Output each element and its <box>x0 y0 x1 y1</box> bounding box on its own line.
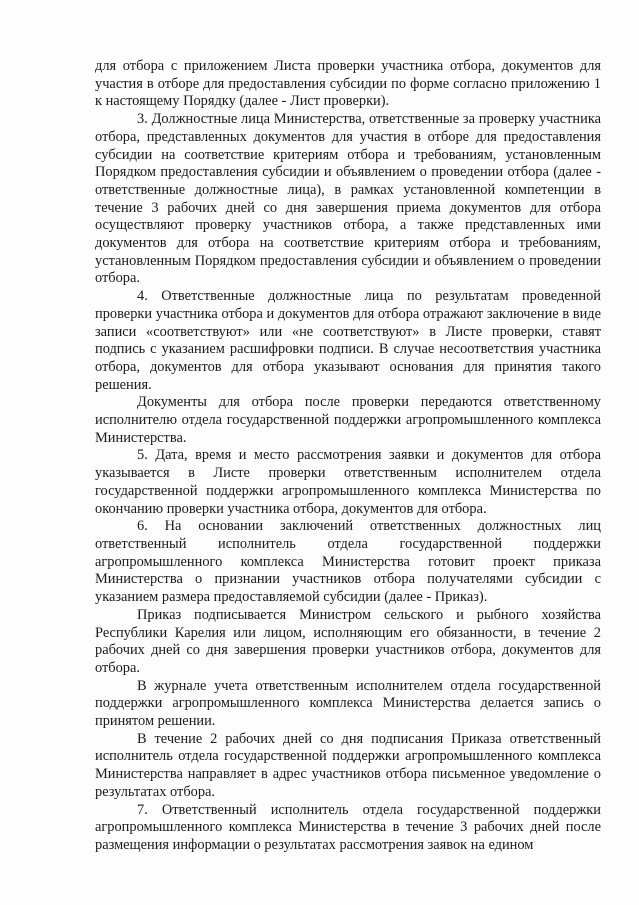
paragraph-item-3: 3. Должностные лица Министерства, ответственные за проверку участника отбора, представленных документов для участия в отборе для предоставления субсидии на соответствие критериям отбора и требованиям, установленным Порядком предоставления субсидии и объявлением о проведении отбора (далее - ответственные должностные лица), в рамках установленной компетенции в течение 3 рабочих дней со дня завершения приема документов для отбора осуществляют проверку участников отбора, а также представленных ими документов для отбора на соответствие критериям отбора и требованиям, установленным Порядком предоставления субсидии и объявлением о проведении отбора. <box>95 111 601 287</box>
paragraph-item-4: 4. Ответственные должностные лица по результатам проведенной проверки участника отбора и документов для отбора отражают заключение в виде записи «соответствуют» или «не соответствуют» в Листе проверки, ставят подпись с указанием расшифровки подписи. В случае несоответствия участника отбора, документов для отбора указывают основания для принятия такого решения. <box>95 288 601 393</box>
document-body <box>95 58 601 855</box>
paragraph-notification: В течение 2 рабочих дней со дня подписания Приказа ответственный исполнитель отдела государственной поддержки агропромышленного комплекса Министерства направляет в адрес участников отбора письменное уведомление о результатах отбора. <box>95 730 601 800</box>
paragraph-continuation: для отбора с приложением Листа проверки участника отбора, документов для участия в отборе для предоставления субсидии по форме согласно приложению 1 к настоящему Порядку (далее - Лист проверки). <box>95 58 601 110</box>
paragraph-documents-transfer: Документы для отбора после проверки передаются ответственному исполнителю отдела государственной поддержки агропромышленного комплекса Министерства. <box>95 394 601 446</box>
paragraph-item-6: 6. На основании заключений ответственных должностных лиц ответственный исполнитель отдела государственной поддержки агропромышленного комплекса Министерства готовит проект приказа Министерства о признании участников отбора получателями субсидии с указанием размера предоставляемой субсидии (далее - Приказ). <box>95 518 601 606</box>
paragraph-item-7: 7. Ответственный исполнитель отдела государственной поддержки агропромышленного комплекса Министерства в течение 3 рабочих дней после размещения информации о результатах рассмотрения заявок на едином <box>95 801 601 853</box>
paragraph-item-5: 5. Дата, время и место рассмотрения заявки и документов для отбора указывается в Листе проверки ответственным исполнителем отдела государственной поддержки агропромышленного комплекса Министерства по окончанию проверки участника отбора, документов для отбора. <box>95 447 601 517</box>
paragraph-order-signing: Приказ подписывается Министром сельского и рыбного хозяйства Республики Карелия или лицом, исполняющим его обязанности, в течение 2 рабочих дней со дня завершения проверки участников отбора, документов для отбора. <box>95 606 601 676</box>
paragraph-journal-record: В журнале учета ответственным исполнителем отдела государственной поддержки агропромышленного комплекса Министерства делается запись о принятом решении. <box>95 677 601 730</box>
